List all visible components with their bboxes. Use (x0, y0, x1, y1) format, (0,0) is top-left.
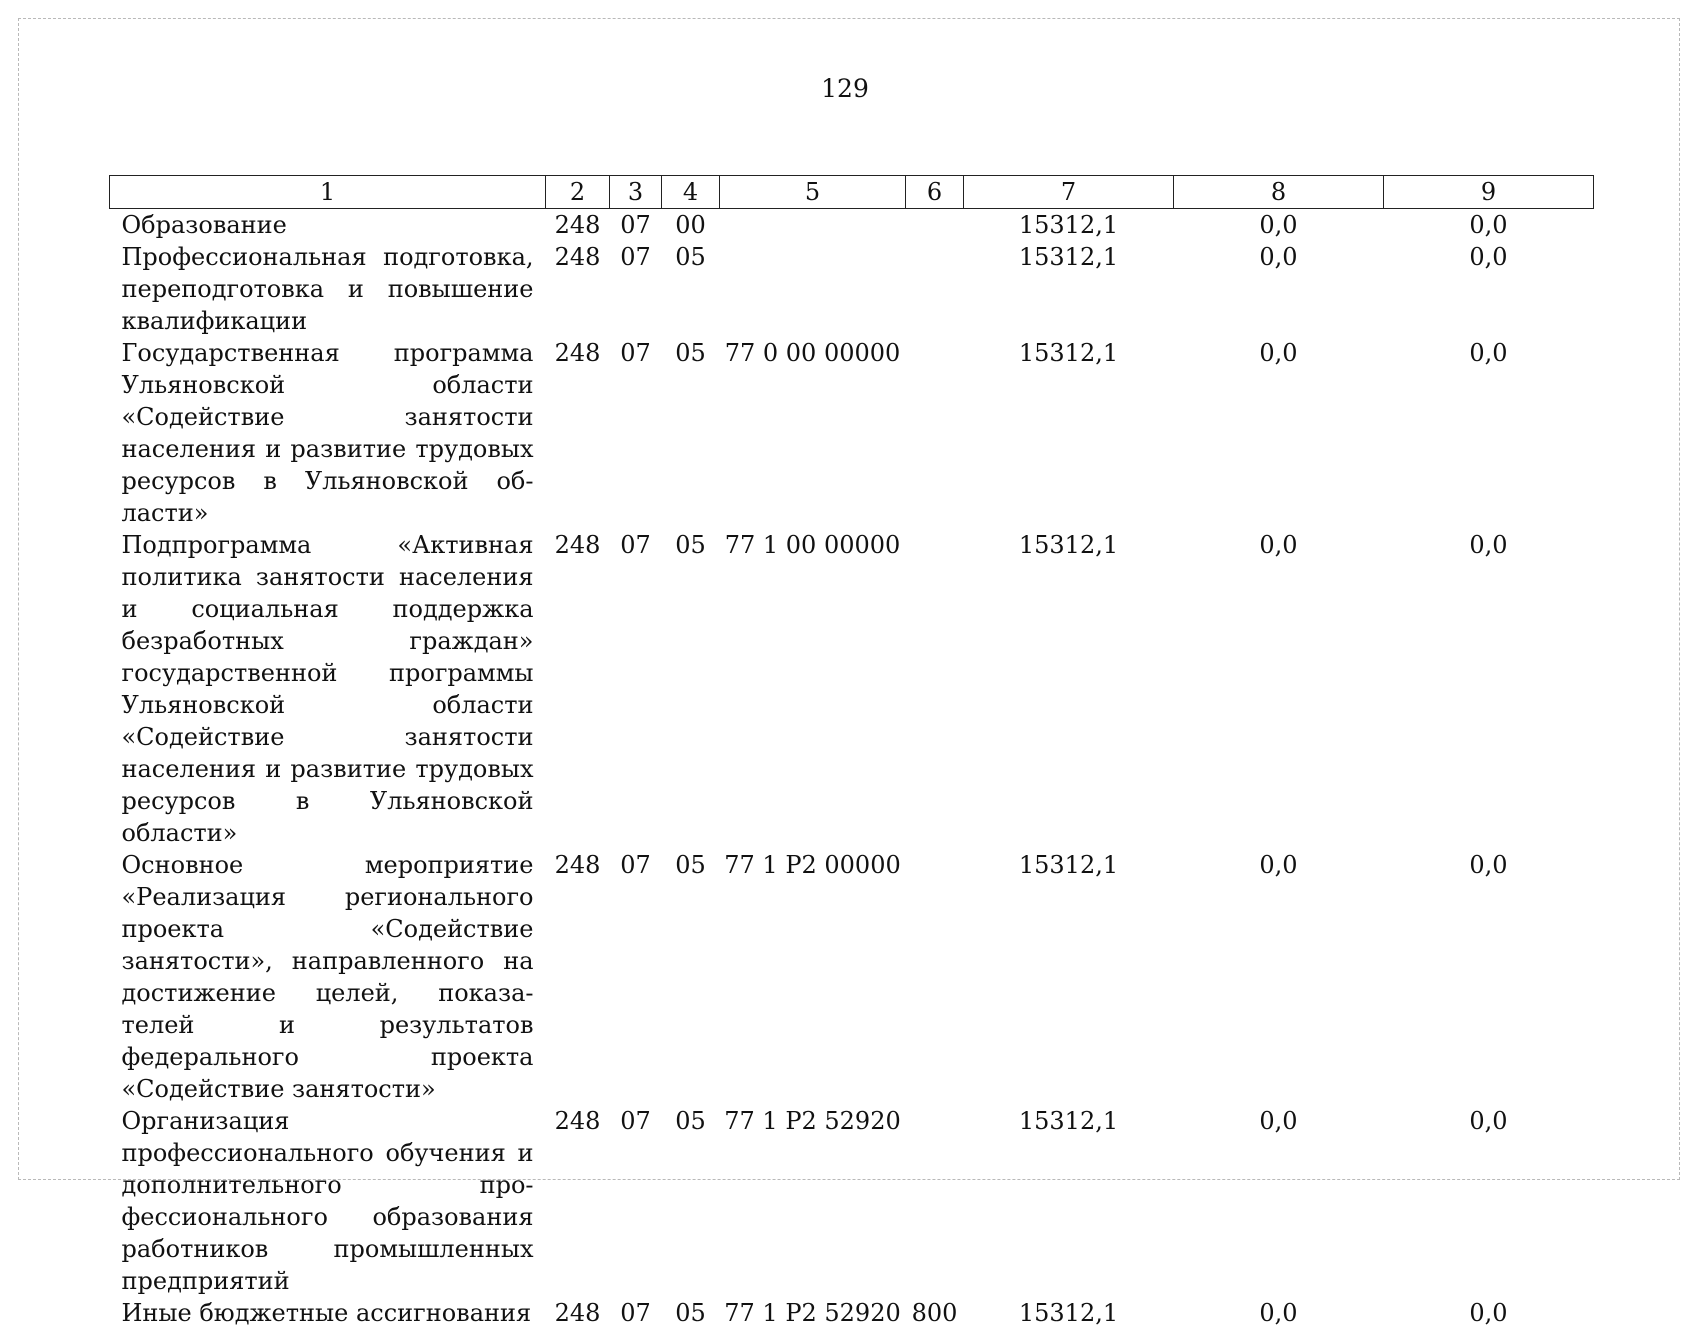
table-row (110, 1105, 1594, 1297)
row-name-cell: Основное мероприятие «Реализация регионального проекта «Содействие занятости», направленного на достижение целей, показателей и результатов федерального проекта «Содействие занятости» (110, 849, 546, 1105)
column-header-7: 7 (964, 176, 1174, 209)
row-value-col-4: 05 (662, 529, 720, 849)
row-value-col-6 (906, 529, 964, 849)
row-value-col-3: 07 (610, 209, 662, 242)
row-value-col-7: 15312,1 (964, 849, 1174, 1105)
column-header-8: 8 (1174, 176, 1384, 209)
row-value-col-9: 0,0 (1384, 1297, 1594, 1329)
row-value-col-2: 248 (546, 849, 610, 1105)
row-value-col-4: 05 (662, 1105, 720, 1297)
row-value-col-3: 07 (610, 1105, 662, 1297)
table-row (110, 241, 1594, 337)
row-value-col-8: 0,0 (1174, 529, 1384, 849)
row-value-col-7: 15312,1 (964, 241, 1174, 337)
column-header-3: 3 (610, 176, 662, 209)
row-value-col-5 (720, 209, 906, 242)
table-header (110, 176, 1594, 209)
row-value-col-3: 07 (610, 1297, 662, 1329)
row-value-col-4: 05 (662, 241, 720, 337)
row-value-col-5: 77 1 P2 00000 (720, 849, 906, 1105)
row-value-col-6 (906, 209, 964, 242)
column-header-1: 1 (110, 176, 546, 209)
row-value-col-6: 800 (906, 1297, 964, 1329)
column-header-2: 2 (546, 176, 610, 209)
row-value-col-6 (906, 241, 964, 337)
row-value-col-3: 07 (610, 529, 662, 849)
row-value-col-2: 248 (546, 209, 610, 242)
header-row (110, 176, 1594, 209)
row-value-col-4: 05 (662, 337, 720, 529)
row-value-col-8: 0,0 (1174, 241, 1384, 337)
row-value-col-9: 0,0 (1384, 849, 1594, 1105)
row-value-col-9: 0,0 (1384, 337, 1594, 529)
table-row (110, 1297, 1594, 1329)
row-value-col-7: 15312,1 (964, 1105, 1174, 1297)
table-row (110, 529, 1594, 849)
row-value-col-8: 0,0 (1174, 1297, 1384, 1329)
row-value-col-2: 248 (546, 241, 610, 337)
row-value-col-7: 15312,1 (964, 337, 1174, 529)
row-name-cell: Государственная программа Ульяновской области «Содействие занятости населения и развитие трудовых ресурсов в Ульяновской области» (110, 337, 546, 529)
row-value-col-7: 15312,1 (964, 209, 1174, 242)
row-value-col-6 (906, 337, 964, 529)
table-row (110, 849, 1594, 1105)
row-name-cell: Иные бюджетные ассигнования (110, 1297, 546, 1329)
row-name-cell: Подпрограмма «Активная политика занятости населения и социальная поддержка безработных граждан» государственной программы Ульяновской области «Содействие занятости населения и развитие трудовых ресурсов в Ульяновской области» (110, 529, 546, 849)
page-number: 129 (0, 74, 1698, 103)
row-value-col-8: 0,0 (1174, 1105, 1384, 1297)
row-value-col-2: 248 (546, 529, 610, 849)
row-value-col-2: 248 (546, 337, 610, 529)
row-value-col-8: 0,0 (1174, 337, 1384, 529)
row-value-col-8: 0,0 (1174, 849, 1384, 1105)
row-value-col-5: 77 1 00 00000 (720, 529, 906, 849)
row-value-col-5: 77 1 P2 52920 (720, 1105, 906, 1297)
column-header-9: 9 (1384, 176, 1594, 209)
row-value-col-6 (906, 849, 964, 1105)
row-value-col-9: 0,0 (1384, 209, 1594, 242)
row-value-col-3: 07 (610, 241, 662, 337)
row-value-col-5 (720, 241, 906, 337)
table-row (110, 337, 1594, 529)
row-value-col-8: 0,0 (1174, 209, 1384, 242)
row-value-col-2: 248 (546, 1105, 610, 1297)
row-name-cell: Организация профессионального обучения и дополнительного профессионального образования работников промышленных предприятий (110, 1105, 546, 1297)
row-name-cell: Образование (110, 209, 546, 242)
row-value-col-3: 07 (610, 849, 662, 1105)
column-header-4: 4 (662, 176, 720, 209)
row-value-col-7: 15312,1 (964, 1297, 1174, 1329)
row-value-col-6 (906, 1105, 964, 1297)
row-value-col-9: 0,0 (1384, 241, 1594, 337)
table-body (110, 209, 1594, 1329)
row-value-col-4: 05 (662, 849, 720, 1105)
table-row (110, 209, 1594, 242)
row-value-col-9: 0,0 (1384, 529, 1594, 849)
row-value-col-4: 00 (662, 209, 720, 242)
row-value-col-5: 77 1 P2 52920 (720, 1297, 906, 1329)
row-value-col-3: 07 (610, 337, 662, 529)
column-header-5: 5 (720, 176, 906, 209)
row-value-col-9: 0,0 (1384, 1105, 1594, 1297)
column-header-6: 6 (906, 176, 964, 209)
row-name-cell: Профессиональная подготовка, переподготовка и повышение квалификации (110, 241, 546, 337)
row-value-col-4: 05 (662, 1297, 720, 1329)
budget-table (109, 175, 1594, 1329)
row-value-col-5: 77 0 00 00000 (720, 337, 906, 529)
row-value-col-2: 248 (546, 1297, 610, 1329)
row-value-col-7: 15312,1 (964, 529, 1174, 849)
